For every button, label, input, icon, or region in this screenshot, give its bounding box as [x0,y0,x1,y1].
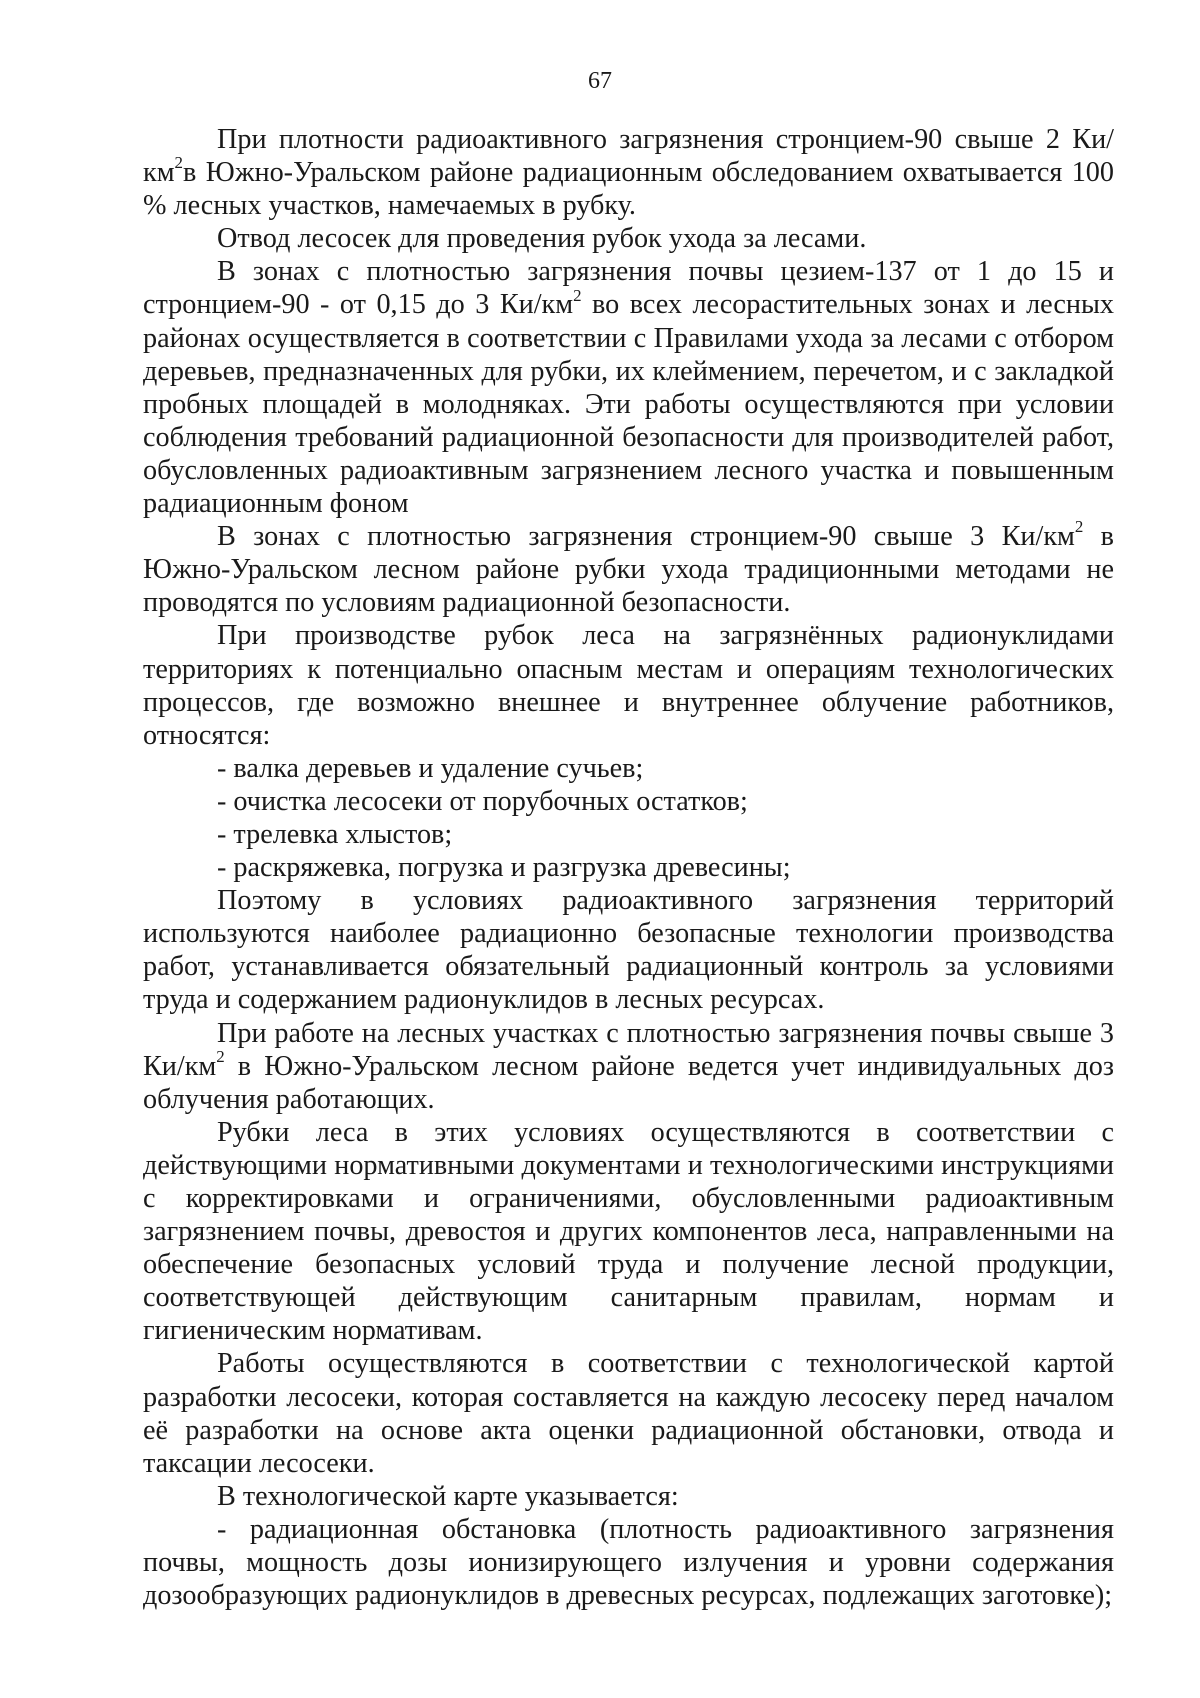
list-item-radiation-situation [143,1513,1114,1612]
text-segment: В зонах с плотностью загрязнения почвы цезием-137 от 1 до 15 и стронцием-90 - от 0,15 до 3 Ки/км [143,256,1114,321]
paragraph-safe-technologies [143,884,1114,1016]
text-segment: в Южно-Уральском районе радиационным обследованием охватывается 100 % лесных участков, намечаемых в рубку. [143,157,1114,222]
paragraph-map-contents [143,1480,1114,1513]
text-segment: Рубки леса в этих условиях осуществляются в соответствии с действующими нормативными документами и технологическими инструкциями с корректировками и ограничениями, обусловленными радиоактивным загрязнением почвы, древостоя и других компонентов леса, направленными на обеспечение безопасных условий труда и получение лесной продукции, соответствующей действующим санитарным правилам, нормам и гигиеническим нормативам. [143,1116,1114,1347]
text-segment: во всех лесорастительных зонах и лесных районах осуществляется в соответствии с Правилами ухода за лесами с отбором деревьев, предназначенных для рубки, их клеймением, перечетом, и с закладкой пробных площадей в молодняках. Эти работы осуществляются при условии соблюдения требований радиационной безопасности для производителей работ, обусловленных радиоактивным загрязнением лесного участка и повышенным радиационным фоном [143,289,1114,520]
text-segment: В зонах с плотностью загрязнения стронцием-90 свыше 3 Ки/км [217,521,1075,553]
text-segment: в Южно-Уральском лесном районе рубки ухода традиционными методами не проводятся по условиям радиационной безопасности. [143,521,1114,619]
document-body [143,123,1114,1612]
text-segment: - раскряжевка, погрузка и разгрузка древесины; [217,852,791,884]
text-segment: Отвод лесосек для проведения рубок ухода за лесами. [217,223,867,255]
paragraph-dose-accounting [143,1017,1114,1116]
text-segment: При производстве рубок леса на загрязнённых радионуклидами территориях к потенциально опасным местам и операциям технологических процессов, где возможно внешнее и внутреннее облучение работников, относятся: [143,620,1114,751]
superscript: 2 [1074,517,1084,537]
text-segment: в Южно-Уральском лесном районе ведется учет индивидуальных доз облучения работающих. [143,1050,1114,1115]
superscript: 2 [216,1046,225,1066]
paragraph-hazard-operations [143,619,1114,751]
superscript: 2 [174,153,183,173]
text-segment: При плотности радиоактивного загрязнения стронцием-90 свыше 2 Ки/км [143,124,1114,189]
list-item-bucking [143,851,1114,884]
page-number: 67 [588,68,612,94]
text-segment: В технологической карте указывается: [217,1480,679,1512]
paragraph-strontium-survey [143,123,1114,222]
paragraph-allotment-heading [143,222,1114,255]
list-item-felling [143,752,1114,785]
text-segment: Поэтому в условиях радиоактивного загрязнения территорий используются наиболее радиационно безопасные технологии производства работ, устанавливается обязательный радиационный контроль за условиями труда и содержанием радионуклидов в лесных ресурсах. [143,885,1114,1016]
paragraph-cesium-zones [143,255,1114,520]
text-segment: - валка деревьев и удаление сучьев; [217,752,644,784]
text-segment: - очистка лесосеки от порубочных остатков; [217,785,748,817]
text-segment: При работе на лесных участках с плотностью загрязнения почвы свыше 3 Ки/км [143,1017,1114,1082]
paragraph-strontium-zones [143,517,1114,619]
text-segment: - радиационная обстановка (плотность радиоактивного загрязнения почвы, мощность дозы ионизирующего излучения и уровни содержания дозообразующих радионуклидов в древесных ресурсах, подлежащих заготовке); [143,1513,1114,1612]
superscript: 2 [573,285,582,305]
list-item-cleaning [143,785,1114,818]
text-segment: - трелевка хлыстов; [217,818,453,850]
paragraph-felling-regulations [143,1116,1114,1348]
list-item-skidding [143,818,1114,851]
paragraph-technological-map [143,1347,1114,1479]
text-segment: Работы осуществляются в соответствии с технологической картой разработки лесосеки, которая составляется на каждую лесосеку перед началом её разработки на основе акта оценки радиационной обстановки, отвода и таксации лесосеки. [143,1348,1114,1479]
